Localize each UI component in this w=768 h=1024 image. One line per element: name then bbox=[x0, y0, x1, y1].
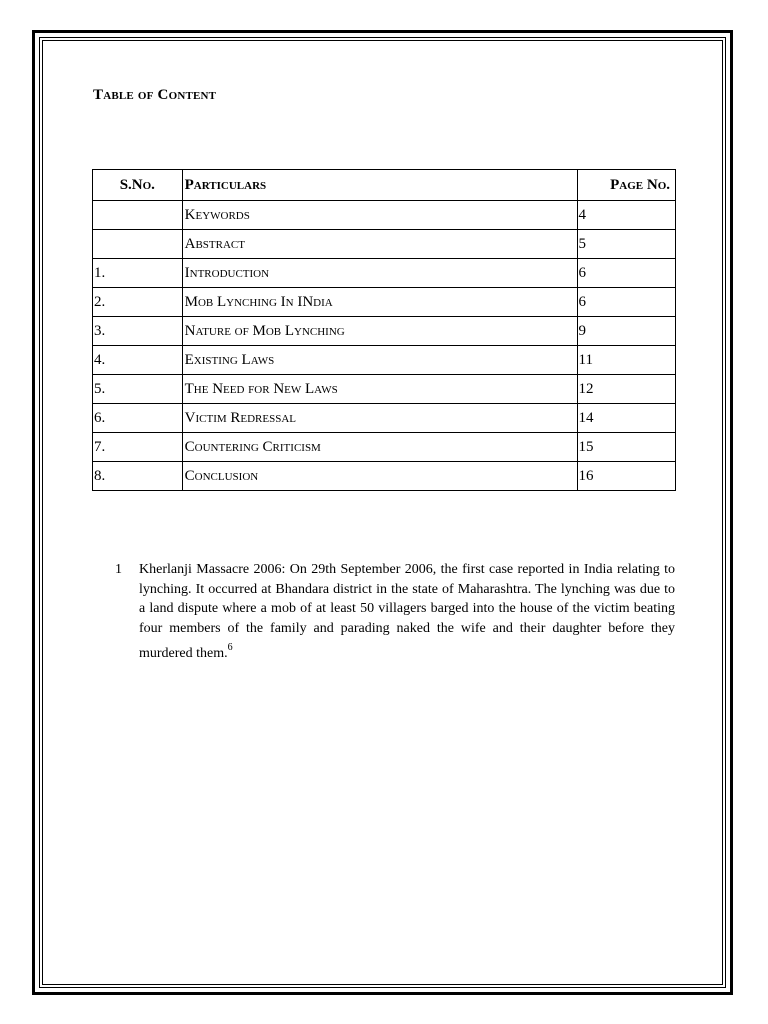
row-page-no: 5 bbox=[577, 230, 675, 259]
row-page-no: 6 bbox=[577, 288, 675, 317]
row-sno: 6. bbox=[93, 404, 183, 433]
row-particulars: Countering Criticism bbox=[182, 433, 577, 462]
row-sno: 7. bbox=[93, 433, 183, 462]
table-row bbox=[93, 346, 676, 375]
row-particulars: Nature of Mob Lynching bbox=[182, 317, 577, 346]
header-particulars: Particulars bbox=[182, 170, 577, 201]
footnote-number: 1 bbox=[115, 562, 122, 577]
row-page-no: 14 bbox=[577, 404, 675, 433]
row-page-no: 4 bbox=[577, 201, 675, 230]
header-page-no: Page No. bbox=[577, 170, 675, 201]
row-particulars: Introduction bbox=[182, 259, 577, 288]
row-particulars: Abstract bbox=[182, 230, 577, 259]
row-sno: 8. bbox=[93, 462, 183, 491]
table-row bbox=[93, 317, 676, 346]
row-particulars: The Need for New Laws bbox=[182, 375, 577, 404]
table-of-contents bbox=[92, 169, 676, 491]
table-body bbox=[93, 201, 676, 491]
row-page-no: 16 bbox=[577, 462, 675, 491]
table-row bbox=[93, 462, 676, 491]
table-header-row bbox=[93, 170, 676, 201]
header-sno: S.No. bbox=[93, 170, 183, 201]
row-page-no: 15 bbox=[577, 433, 675, 462]
footnote bbox=[115, 560, 675, 664]
table-row bbox=[93, 288, 676, 317]
footnote-body bbox=[139, 560, 675, 664]
row-sno: 1. bbox=[93, 259, 183, 288]
table-row bbox=[93, 230, 676, 259]
row-sno: 5. bbox=[93, 375, 183, 404]
table-row bbox=[93, 259, 676, 288]
row-particulars: Existing Laws bbox=[182, 346, 577, 375]
row-sno bbox=[93, 230, 183, 259]
row-sno bbox=[93, 201, 183, 230]
row-sno: 3. bbox=[93, 317, 183, 346]
table-row bbox=[93, 433, 676, 462]
table-row bbox=[93, 201, 676, 230]
table-row bbox=[93, 375, 676, 404]
footnote-text: Kherlanji Massacre 2006: On 29th September 2006, the first case reported in India relating to lynching. It occurred at Bhandara district in the state of Maharashtra. The lynching was due to a land dispute where a mob of at least 50 villagers barged into the house of the victim beating four members of the family and parading naked the wife and their daughter before they murdered them. bbox=[139, 562, 675, 661]
row-particulars: Keywords bbox=[182, 201, 577, 230]
table-row bbox=[93, 404, 676, 433]
row-page-no: 9 bbox=[577, 317, 675, 346]
page-title: Table of Content bbox=[93, 87, 217, 103]
footnote-reference: 6 bbox=[227, 642, 233, 653]
row-page-no: 11 bbox=[577, 346, 675, 375]
row-sno: 2. bbox=[93, 288, 183, 317]
row-page-no: 12 bbox=[577, 375, 675, 404]
row-particulars: Victim Redressal bbox=[182, 404, 577, 433]
row-page-no: 6 bbox=[577, 259, 675, 288]
row-sno: 4. bbox=[93, 346, 183, 375]
row-particulars: Conclusion bbox=[182, 462, 577, 491]
row-particulars: Mob Lynching In INdia bbox=[182, 288, 577, 317]
